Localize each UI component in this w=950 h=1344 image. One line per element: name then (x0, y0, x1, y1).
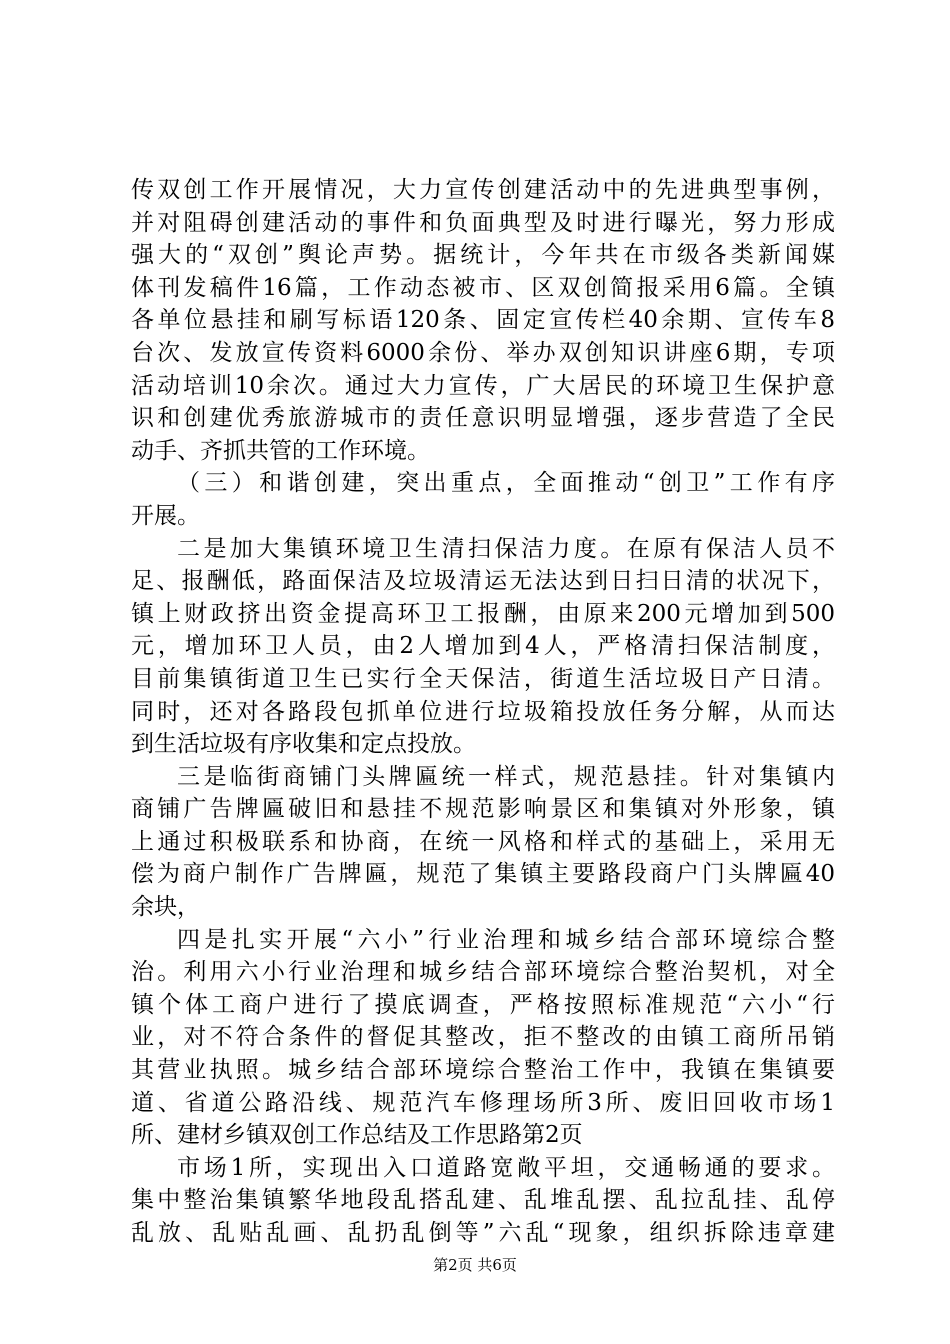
text-line: （三）和谐创建，突出重点，全面推动“创卫”工作有序 (177, 470, 835, 497)
text-line: 足、报酬低，路面保洁及垃圾清运无法达到日扫日清的状况下， (131, 568, 835, 595)
text-line: 识和创建优秀旅游城市的责任意识明显增强，逐步营造了全民 (131, 405, 835, 432)
text-line: 同时，还对各路段包抓单位进行垃圾箱投放任务分解，从而达 (131, 698, 835, 725)
text-line: 并对阻碍创建活动的事件和负面典型及时进行曝光，努力形成 (131, 209, 835, 236)
text-line: 所、建材乡镇双创工作总结及工作思路第2页 (131, 1122, 583, 1149)
text-line: 市场1所，实现出入口道路宽敞平坦，交通畅通的要求。 (177, 1154, 835, 1181)
text-line: 台次、发放宣传资料6000余份、举办双创知识讲座6期，专项 (131, 339, 835, 366)
text-line: 各单位悬挂和刷写标语120条、固定宣传栏40余期、宣传车8 (131, 307, 835, 334)
document-body (131, 174, 835, 1250)
text-line: 上通过积极联系和协商，在统一风格和样式的基础上，采用无 (131, 828, 835, 855)
text-line: 治。利用六小行业治理和城乡结合部环境综合整治契机，对全 (131, 959, 835, 986)
page-footer: 第2页 共6页 (433, 1256, 517, 1274)
text-line: 到生活垃圾有序收集和定点投放。 (131, 731, 476, 758)
text-line: 镇个体工商户进行了摸底调查，严格按照标准规范“六小“行 (131, 991, 835, 1018)
text-line: 二是加大集镇环境卫生清扫保洁力度。在原有保洁人员不 (177, 535, 835, 562)
text-line: 余块， (131, 894, 200, 921)
text-line: 偿为商户制作广告牌匾，规范了集镇主要路段商户门头牌匾40 (131, 861, 835, 888)
text-line: 集中整治集镇繁华地段乱搭乱建、乱堆乱摆、乱拉乱挂、乱停 (131, 1187, 835, 1214)
text-line: 乱放、乱贴乱画、乱扔乱倒等”六乱“现象，组织拆除违章建 (131, 1220, 835, 1246)
text-line: 体刊发稿件16篇，工作动态被市、区双创简报采用6篇。全镇 (131, 274, 835, 301)
text-line: 其营业执照。城乡结合部环境综合整治工作中，我镇在集镇要 (131, 1057, 835, 1084)
text-line: 强大的“双创”舆论声势。据统计，今年共在市级各类新闻媒 (131, 242, 835, 269)
text-line: 业，对不符合条件的督促其整改，拒不整改的由镇工商所吊销 (131, 1024, 835, 1051)
text-line: 目前集镇街道卫生已实行全天保洁，街道生活垃圾日产日清。 (131, 665, 835, 692)
text-line: 元，增加环卫人员，由2人增加到4人，严格清扫保洁制度， (131, 633, 835, 660)
text-line: 商铺广告牌匾破旧和悬挂不规范影响景区和集镇对外形象，镇 (131, 796, 835, 823)
text-line: 镇上财政挤出资金提高环卫工报酬，由原来200元增加到500 (131, 600, 835, 627)
text-line: 活动培训10余次。通过大力宣传，广大居民的环境卫生保护意 (131, 372, 835, 399)
text-line: 动手、齐抓共管的工作环境。 (131, 437, 430, 464)
text-line: 传双创工作开展情况，大力宣传创建活动中的先进典型事例， (131, 177, 835, 203)
text-line: 开展。 (131, 502, 200, 529)
text-line: 三是临街商铺门头牌匾统一样式，规范悬挂。针对集镇内 (177, 763, 835, 790)
text-line: 四是扎实开展“六小”行业治理和城乡结合部环境综合整 (177, 926, 835, 953)
text-line: 道、省道公路沿线、规范汽车修理场所3所、废旧回收市场1 (131, 1089, 835, 1116)
